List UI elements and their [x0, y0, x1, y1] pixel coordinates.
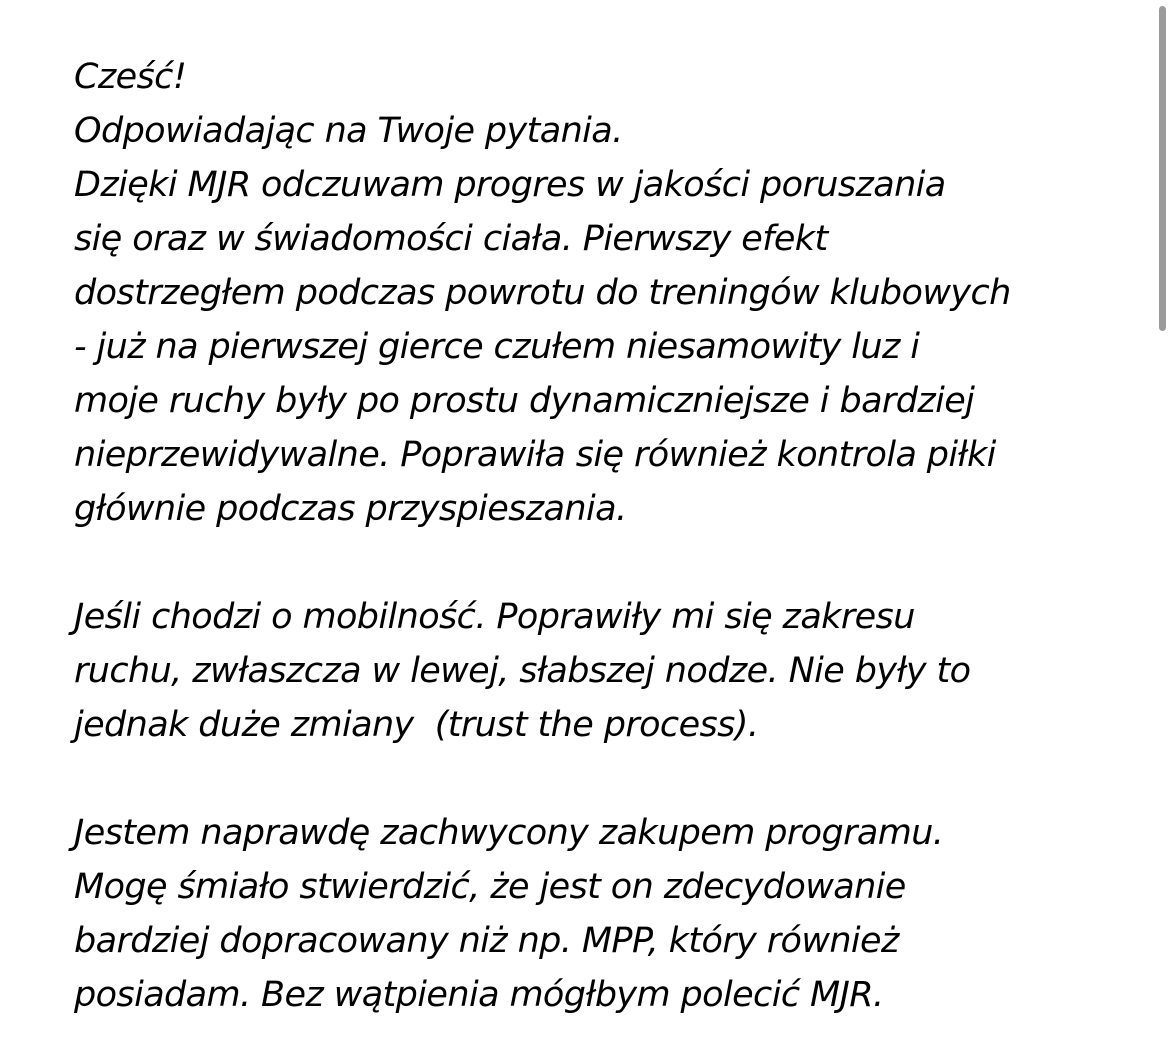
- paragraph-spacer: [74, 536, 1114, 590]
- scrollbar-thumb[interactable]: [1159, 6, 1166, 331]
- message-line: głównie podczas przyspieszania.: [74, 489, 627, 529]
- message-paragraph-2: [74, 590, 1114, 752]
- message-line: Cześć!: [74, 57, 187, 97]
- message-line: dostrzegłem podczas powrotu do treningów klubowych: [74, 273, 1011, 313]
- vertical-scrollbar[interactable]: [1156, 0, 1166, 1042]
- message-body: [74, 50, 1114, 1022]
- message-line: się oraz w świadomości ciała. Pierwszy efekt: [74, 219, 828, 259]
- message-line: posiadam. Bez wątpienia mógłbym polecić MJR.: [74, 975, 884, 1015]
- message-line: moje ruchy były po prostu dynamiczniejsze i bardziej: [74, 381, 975, 421]
- message-line: Odpowiadając na Twoje pytania.: [74, 111, 623, 151]
- message-line: Dzięki MJR odczuwam progres w jakości poruszania: [74, 165, 946, 205]
- paragraph-spacer: [74, 752, 1114, 806]
- message-line: Mogę śmiało stwierdzić, że jest on zdecydowanie: [74, 867, 906, 907]
- message-line: bardziej dopracowany niż np. MPP, który również: [74, 921, 899, 961]
- message-paragraph-1: [74, 50, 1114, 536]
- message-line: Jeśli chodzi o mobilność. Poprawiły mi się zakresu: [74, 597, 915, 637]
- message-line: Jestem naprawdę zachwycony zakupem programu.: [74, 813, 944, 853]
- message-line: - już na pierwszej gierce czułem niesamowity luz i: [74, 327, 920, 367]
- message-line: jednak duże zmiany (trust the process).: [74, 705, 759, 745]
- message-paragraph-3: [74, 806, 1114, 1022]
- message-line: ruchu, zwłaszcza w lewej, słabszej nodze. Nie były to: [74, 651, 971, 691]
- message-line: nieprzewidywalne. Poprawiła się również kontrola piłki: [74, 435, 996, 475]
